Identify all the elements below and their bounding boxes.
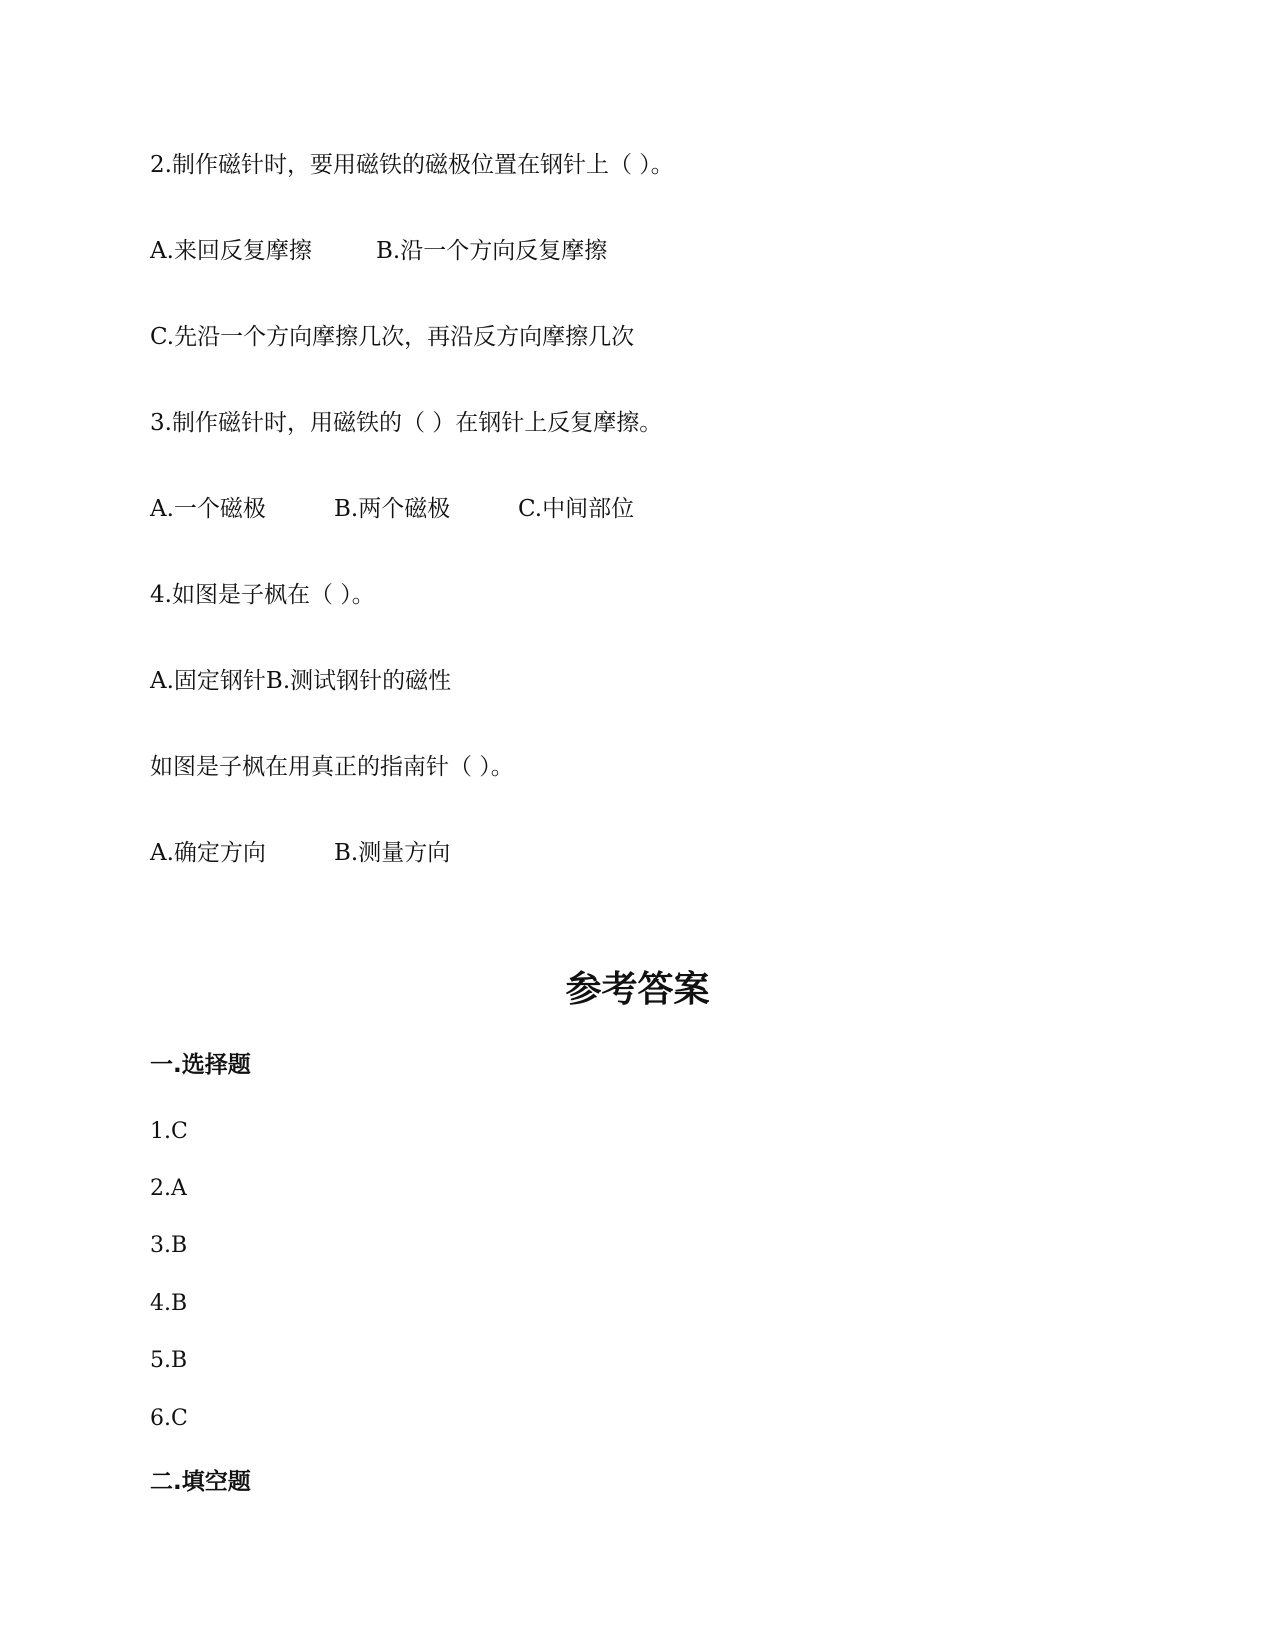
question-3-option-c: C.中间部位 — [518, 496, 635, 522]
question-4-text: 4.如图是子枫在（ ）。 — [150, 582, 375, 608]
answer-item: 6.C — [150, 1406, 188, 1431]
question-5-text: 如图是子枫在用真正的指南针（ ）。 — [150, 754, 514, 780]
question-2-text: 2.制作磁针时，要用磁铁的磁极位置在钢针上（ ）。 — [150, 152, 674, 178]
question-5-option-b: B.测量方向 — [334, 840, 451, 866]
question-5-options — [150, 838, 450, 868]
question-2-option-c: C.先沿一个方向摩擦几次，再沿反方向摩擦几次 — [150, 324, 635, 350]
question-4-options: A.固定钢针B.测试钢针的磁性 — [150, 668, 452, 694]
answer-item: 3.B — [150, 1233, 188, 1258]
question-3-option-b: B.两个磁极 — [334, 496, 451, 522]
question-2-options-row1 — [150, 236, 607, 266]
answer-key-title: 参考答案 — [565, 969, 710, 1010]
question-3-options — [150, 494, 634, 524]
question-2-option-b: B.沿一个方向反复摩擦 — [376, 238, 608, 264]
answer-item: 2.A — [150, 1176, 187, 1201]
question-3-option-a: A.一个磁极 — [150, 496, 266, 522]
question-3-text: 3.制作磁针时，用磁铁的（ ）在钢针上反复摩擦。 — [150, 410, 663, 436]
answer-item: 1.C — [150, 1119, 188, 1144]
question-5-option-a: A.确定方向 — [150, 840, 266, 866]
section-choice-heading: 一.选择题 — [150, 1052, 251, 1078]
question-2-option-a: A.来回反复摩擦 — [150, 238, 312, 264]
section-fill-blank-heading: 二.填空题 — [150, 1469, 251, 1495]
answer-item: 5.B — [150, 1348, 188, 1373]
answer-item: 4.B — [150, 1291, 188, 1316]
